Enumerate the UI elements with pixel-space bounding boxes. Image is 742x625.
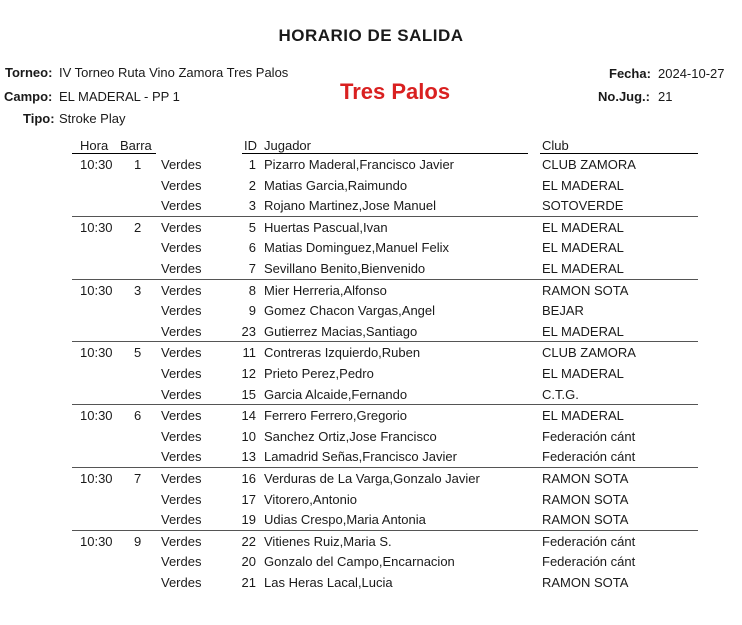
table-row [72,195,698,216]
tee-cell: Verdes [161,365,202,381]
tee-cell: Verdes [161,260,202,276]
club-cell: RAMON SOTA [542,512,629,528]
id-cell: 22 [241,533,256,549]
id-cell: 2 [248,177,256,193]
hora-cell: 10:30 [80,408,113,424]
tipo-label: Tipo: [23,111,55,126]
tee-cell: Verdes [161,303,202,319]
id-cell: 17 [241,491,256,507]
player-name: Lamadrid Señas,Francisco Javier [264,449,457,465]
table-row [72,446,698,467]
player-name: Gomez Chacon Vargas,Angel [264,303,436,319]
hora-cell: 10:30 [80,157,113,172]
id-cell: 3 [248,198,256,214]
table-header [72,136,698,154]
table-row [72,175,698,196]
nojug-label: No.Jug.: [598,89,650,104]
player-name: Matias Garcia,Raimundo [264,177,408,193]
player-name: Matias Dominguez,Manuel Felix [264,240,449,256]
barra-cell: 5 [134,345,142,361]
tee-cell: Verdes [161,470,202,486]
tee-cell: Verdes [161,219,202,235]
table-row [72,321,698,342]
table-row [72,342,698,363]
barra-cell: 7 [134,470,142,486]
tee-cell: Verdes [161,240,202,256]
table-row [72,280,698,301]
id-cell: 16 [241,470,256,486]
player-name: Pizarro Maderal,Francisco Javier [264,157,455,172]
barra-cell: 9 [134,533,142,549]
brand-logo: Tres Palos [340,79,451,104]
player-name: Vitorero,Antonio [264,491,357,507]
player-name: Rojano Martinez,Jose Manuel [264,198,436,214]
id-cell: 6 [248,240,256,256]
table-row [72,489,698,510]
tee-cell: Verdes [161,512,202,528]
club-cell: CLUB ZAMORA [542,345,636,361]
nojug-value: 21 [658,89,673,104]
barra-cell: 2 [134,219,142,235]
table-row [72,154,698,175]
id-cell: 1 [248,157,256,172]
table-row [72,551,698,572]
tee-group [72,216,698,279]
club-cell: C.T.G. [542,386,579,402]
barra-cell: 1 [134,157,142,172]
page-title: HORARIO DE SALIDA [278,26,464,45]
id-cell: 19 [241,512,256,528]
id-cell: 23 [241,323,256,339]
id-cell: 5 [248,219,256,235]
club-cell: Federación cánt [542,554,636,570]
club-cell: EL MADERAL [542,323,624,339]
id-cell: 7 [248,260,256,276]
header-hora: Hora [80,138,109,153]
header-jugador: Jugador [264,138,311,153]
barra-cell: 6 [134,408,142,424]
tee-group [72,341,698,404]
club-cell: Federación cánt [542,533,636,549]
player-name: Gutierrez Macias,Santiago [264,323,418,339]
tee-cell: Verdes [161,533,202,549]
hora-cell: 10:30 [80,533,113,549]
tee-cell: Verdes [161,408,202,424]
club-cell: EL MADERAL [542,365,624,381]
tee-cell: Verdes [161,323,202,339]
player-name: Prieto Perez,Pedro [264,365,374,381]
id-cell: 12 [241,365,256,381]
table-row [72,468,698,489]
club-cell: EL MADERAL [542,260,624,276]
tipo-value: Stroke Play [59,111,126,126]
club-cell: EL MADERAL [542,219,624,235]
header-barra: Barra [120,138,152,153]
id-cell: 21 [241,574,256,590]
tee-times-table [72,136,698,592]
tee-cell: Verdes [161,428,202,444]
id-cell: 13 [241,449,256,465]
club-cell: RAMON SOTA [542,491,629,507]
table-row [72,237,698,258]
club-cell: Federación cánt [542,449,636,465]
table-row [72,531,698,552]
player-name: Udias Crespo,Maria Antonia [264,512,426,528]
header-id: ID [244,138,257,153]
fecha-label: Fecha: [609,66,651,81]
club-cell: SOTOVERDE [542,198,624,214]
id-cell: 9 [248,303,256,319]
club-cell: RAMON SOTA [542,574,629,590]
table-row [72,258,698,279]
player-name: Verduras de La Varga,Gonzalo Javier [264,470,480,486]
id-cell: 20 [241,554,256,570]
player-name: Mier Herreria,Alfonso [264,282,387,298]
club-cell: Federación cánt [542,428,636,444]
club-cell: EL MADERAL [542,177,624,193]
tee-cell: Verdes [161,177,202,193]
tee-cell: Verdes [161,449,202,465]
id-cell: 15 [241,386,256,402]
tee-cell: Verdes [161,345,202,361]
tee-cell: Verdes [161,491,202,507]
table-row [72,572,698,593]
player-name: Sanchez Ortiz,Jose Francisco [264,428,437,444]
tee-cell: Verdes [161,198,202,214]
table-row [72,509,698,530]
tee-cell: Verdes [161,574,202,590]
table-row [72,384,698,405]
club-cell: BEJAR [542,303,584,319]
player-name: Las Heras Lacal,Lucia [264,574,393,590]
hora-cell: 10:30 [80,345,113,361]
campo-value: EL MADERAL - PP 1 [59,89,180,104]
player-name: Huertas Pascual,Ivan [264,219,388,235]
tee-group [72,279,698,342]
club-cell: RAMON SOTA [542,282,629,298]
table-row [72,217,698,238]
id-cell: 10 [241,428,256,444]
id-cell: 8 [248,282,256,298]
hora-cell: 10:30 [80,470,113,486]
player-name: Garcia Alcaide,Fernando [264,386,408,402]
torneo-label: Torneo: [5,65,53,80]
campo-label: Campo: [4,89,53,104]
header-club: Club [542,138,569,153]
club-cell: EL MADERAL [542,408,624,424]
id-cell: 14 [241,408,256,424]
player-name: Contreras Izquierdo,Ruben [264,345,421,361]
table-row [72,300,698,321]
fecha-value: 2024-10-27 [658,66,725,81]
tee-cell: Verdes [161,157,202,172]
table-row [72,426,698,447]
tee-cell: Verdes [161,282,202,298]
barra-cell: 3 [134,282,142,298]
club-cell: EL MADERAL [542,240,624,256]
tee-group [72,530,698,593]
group-list [72,154,698,592]
club-cell: CLUB ZAMORA [542,157,636,172]
club-cell: RAMON SOTA [542,470,629,486]
table-row [72,405,698,426]
id-cell: 11 [242,345,256,361]
player-name: Vitienes Ruiz,Maria S. [264,533,392,549]
tee-cell: Verdes [161,386,202,402]
tee-cell: Verdes [161,554,202,570]
player-name: Ferrero Ferrero,Gregorio [264,408,408,424]
tee-group [72,154,698,216]
tee-group [72,467,698,530]
player-name: Gonzalo del Campo,Encarnacion [264,554,455,570]
hora-cell: 10:30 [80,219,113,235]
player-name: Sevillano Benito,Bienvenido [264,260,426,276]
table-row [72,363,698,384]
torneo-value: IV Torneo Ruta Vino Zamora Tres Palos [59,65,289,80]
tee-group [72,404,698,467]
hora-cell: 10:30 [80,282,113,298]
